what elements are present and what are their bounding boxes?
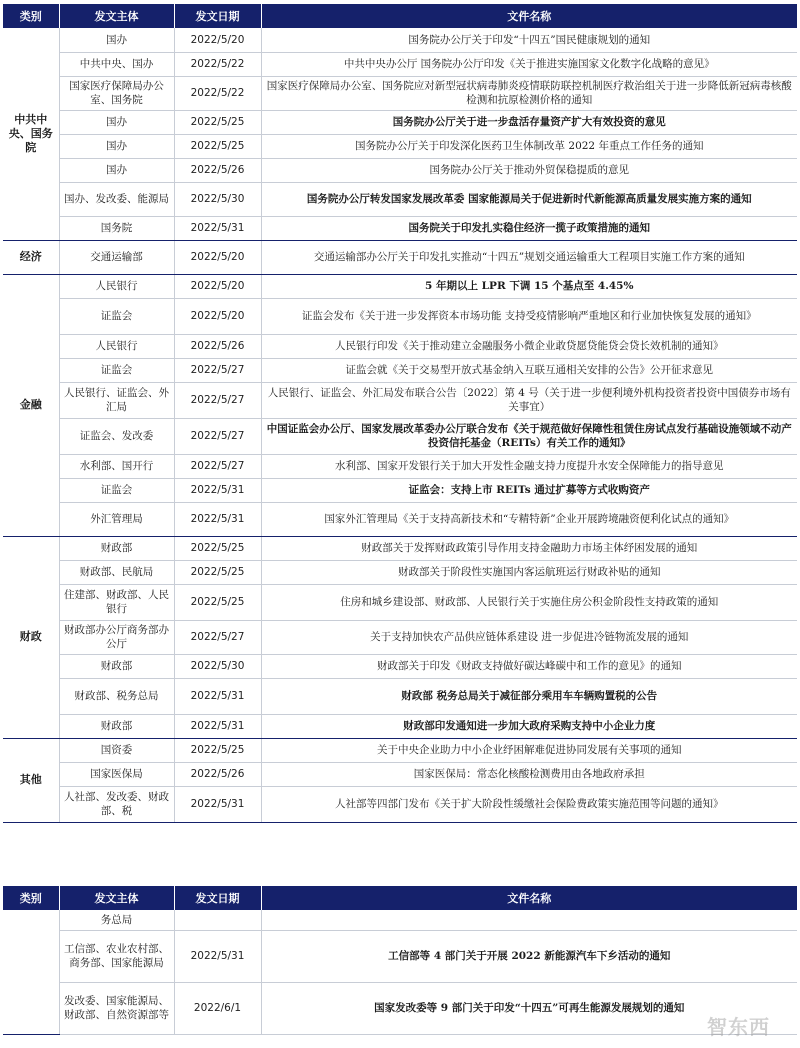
table-row: [3, 274, 797, 298]
table-row: [3, 454, 797, 478]
category-cell: 金融: [3, 274, 59, 536]
category-cell: 财政: [3, 536, 59, 738]
title-cell: 工信部等 4 部门关于开展 2022 新能源汽车下乡活动的通知: [261, 930, 797, 982]
date-cell: 2022/5/22: [174, 76, 261, 110]
table-row: [3, 134, 797, 158]
issuer-cell: 财政部办公厅商务部办公厅: [59, 620, 174, 654]
title-cell: 国务院办公厅关于进一步盘活存量资产扩大有效投资的意见: [261, 110, 797, 134]
title-cell: 证监会就《关于交易型开放式基金纳入互联互通相关安排的公告》公开征求意见: [261, 358, 797, 382]
table-row: [3, 786, 797, 822]
table-row: [3, 584, 797, 620]
title-cell: 交通运输部办公厅关于印发扎实推动“十四五”规划交通运输重大工程项目实施工作方案的通知: [261, 240, 797, 274]
table-row: [3, 930, 797, 982]
date-cell: 2022/5/27: [174, 418, 261, 454]
title-cell: 国务院办公厅关于推动外贸保稳提质的意见: [261, 158, 797, 182]
issuer-cell: 人民银行: [59, 334, 174, 358]
date-cell: 2022/6/1: [174, 982, 261, 1034]
header-category: 类别: [3, 886, 59, 910]
issuer-cell: 财政部: [59, 536, 174, 560]
table-row: [3, 714, 797, 738]
title-cell: 证监会：支持上市 REITs 通过扩募等方式收购资产: [261, 478, 797, 502]
issuer-cell: 水利部、国开行: [59, 454, 174, 478]
issuer-cell: 国家医疗保障局办公室、国务院: [59, 76, 174, 110]
header-date: 发文日期: [174, 4, 261, 28]
table-row: [3, 158, 797, 182]
date-cell: 2022/5/20: [174, 28, 261, 52]
table-row: [3, 478, 797, 502]
watermark-logo: 智东西: [707, 1015, 770, 1039]
issuer-cell: 住建部、财政部、人民银行: [59, 584, 174, 620]
issuer-cell: 证监会: [59, 358, 174, 382]
title-cell: 国家外汇管理局《关于支持高新技术和“专精特新”企业开展跨境融资便利化试点的通知》: [261, 502, 797, 536]
table-row: [3, 536, 797, 560]
date-cell: 2022/5/27: [174, 358, 261, 382]
category-cell: 其他: [3, 738, 59, 822]
title-cell: 人民银行印发《关于推动建立金融服务小微企业敢贷愿贷能贷会贷长效机制的通知》: [261, 334, 797, 358]
issuer-cell: 国资委: [59, 738, 174, 762]
date-cell: 2022/5/31: [174, 678, 261, 714]
title-cell: 住房和城乡建设部、财政部、人民银行关于实施住房公积金阶段性支持政策的通知: [261, 584, 797, 620]
table-row: [3, 240, 797, 274]
table-row: [3, 678, 797, 714]
table-row: [3, 654, 797, 678]
issuer-cell: 财政部: [59, 654, 174, 678]
title-cell: 关于中央企业助力中小企业纾困解难促进协同发展有关事项的通知: [261, 738, 797, 762]
title-cell: 证监会发布《关于进一步发挥资本市场功能 支持受疫情影响严重地区和行业加快恢复发展的通知》: [261, 298, 797, 334]
issuer-cell: 财政部: [59, 714, 174, 738]
table-row: [3, 76, 797, 110]
date-cell: 2022/5/27: [174, 382, 261, 418]
header-title: 文件名称: [261, 4, 797, 28]
issuer-cell: 国办、发改委、能源局: [59, 182, 174, 216]
date-cell: 2022/5/20: [174, 274, 261, 298]
date-cell: 2022/5/26: [174, 334, 261, 358]
table-row: [3, 910, 797, 930]
issuer-cell: 人民银行: [59, 274, 174, 298]
table-row: [3, 502, 797, 536]
date-cell: 2022/5/25: [174, 738, 261, 762]
title-cell: 财政部关于发挥财政政策引导作用支持金融助力市场主体纾困发展的通知: [261, 536, 797, 560]
issuer-cell: 国家医保局: [59, 762, 174, 786]
issuer-cell: 证监会: [59, 478, 174, 502]
table-row: [3, 298, 797, 334]
title-cell: 国务院关于印发扎实稳住经济一揽子政策措施的通知: [261, 216, 797, 240]
table-body: [3, 28, 797, 822]
table-row: [3, 620, 797, 654]
category-cell: 经济: [3, 240, 59, 274]
issuer-cell: 国办: [59, 158, 174, 182]
table-row: [3, 334, 797, 358]
issuer-cell: 发改委、国家能源局、财政部、自然资源部等: [59, 982, 174, 1034]
table-row: [3, 52, 797, 76]
table-body-continued: [3, 910, 797, 1034]
title-cell: 国务院办公厅转发国家发展改革委 国家能源局关于促进新时代新能源高质量发展实施方案的通知: [261, 182, 797, 216]
title-cell: 人民银行、证监会、外汇局发布联合公告〔2022〕第 4 号（关于进一步便利境外机构投资者投资中国债券市场有关事宜）: [261, 382, 797, 418]
header-issuer: 发文主体: [59, 4, 174, 28]
category-cell-empty: [3, 910, 59, 1034]
header-issuer: 发文主体: [59, 886, 174, 910]
issuer-cell: 财政部、民航局: [59, 560, 174, 584]
title-cell: 5 年期以上 LPR 下调 15 个基点至 4.45%: [261, 274, 797, 298]
date-cell: [174, 910, 261, 930]
header-date: 发文日期: [174, 886, 261, 910]
date-cell: 2022/5/31: [174, 786, 261, 822]
table-row: [3, 560, 797, 584]
table-row: [3, 110, 797, 134]
date-cell: 2022/5/27: [174, 454, 261, 478]
date-cell: 2022/5/31: [174, 714, 261, 738]
table-row: [3, 382, 797, 418]
title-cell: 国务院办公厅关于印发深化医药卫生体制改革 2022 年重点工作任务的通知: [261, 134, 797, 158]
policy-table-continued: [3, 886, 797, 1035]
issuer-cell: 证监会、发改委: [59, 418, 174, 454]
date-cell: 2022/5/30: [174, 654, 261, 678]
date-cell: 2022/5/31: [174, 502, 261, 536]
issuer-cell: 人社部、发改委、财政部、税: [59, 786, 174, 822]
table-row: [3, 762, 797, 786]
date-cell: 2022/5/25: [174, 134, 261, 158]
title-cell: 中国证监会办公厅、国家发展改革委办公厅联合发布《关于规范做好保障性租赁住房试点发行基础设施领域不动产投资信托基金（REITs）有关工作的通知》: [261, 418, 797, 454]
date-cell: 2022/5/25: [174, 584, 261, 620]
issuer-cell: 务总局: [59, 910, 174, 930]
issuer-cell: 财政部、税务总局: [59, 678, 174, 714]
title-cell: 中共中央办公厅 国务院办公厅印发《关于推进实施国家文化数字化战略的意见》: [261, 52, 797, 76]
date-cell: 2022/5/25: [174, 560, 261, 584]
issuer-cell: 国办: [59, 28, 174, 52]
title-cell: 财政部 税务总局关于减征部分乘用车车辆购置税的公告: [261, 678, 797, 714]
header-category: 类别: [3, 4, 59, 28]
table-row: [3, 418, 797, 454]
title-cell: 财政部关于印发《财政支持做好碳达峰碳中和工作的意见》的通知: [261, 654, 797, 678]
issuer-cell: 证监会: [59, 298, 174, 334]
issuer-cell: 国务院: [59, 216, 174, 240]
table-row: [3, 216, 797, 240]
date-cell: 2022/5/25: [174, 536, 261, 560]
issuer-cell: 交通运输部: [59, 240, 174, 274]
issuer-cell: 人民银行、证监会、外汇局: [59, 382, 174, 418]
table-row: [3, 182, 797, 216]
date-cell: 2022/5/25: [174, 110, 261, 134]
date-cell: 2022/5/26: [174, 762, 261, 786]
category-cell: 中共中央、国务院: [3, 28, 59, 240]
date-cell: 2022/5/31: [174, 216, 261, 240]
title-cell: 国家发改委等 9 部门关于印发“十四五”可再生能源发展规划的通知: [261, 982, 797, 1034]
header-title: 文件名称: [261, 886, 797, 910]
date-cell: 2022/5/31: [174, 478, 261, 502]
title-cell: 人社部等四部门发布《关于扩大阶段性缓缴社会保险费政策实施范围等问题的通知》: [261, 786, 797, 822]
issuer-cell: 外汇管理局: [59, 502, 174, 536]
issuer-cell: 中共中央、国办: [59, 52, 174, 76]
title-cell: 国务院办公厅关于印发“十四五”国民健康规划的通知: [261, 28, 797, 52]
table-row: [3, 358, 797, 382]
table-header-row: [3, 886, 797, 910]
issuer-cell: 工信部、农业农村部、商务部、国家能源局: [59, 930, 174, 982]
title-cell: 国家医疗保障局办公室、国务院应对新型冠状病毒肺炎疫情联防联控机制医疗救治组关于进一步降低新冠病毒核酸检测和抗原检测价格的通知: [261, 76, 797, 110]
title-cell: 财政部关于阶段性实施国内客运航班运行财政补贴的通知: [261, 560, 797, 584]
date-cell: 2022/5/30: [174, 182, 261, 216]
table-row: [3, 982, 797, 1034]
date-cell: 2022/5/22: [174, 52, 261, 76]
date-cell: 2022/5/20: [174, 298, 261, 334]
table-header-row: [3, 4, 797, 28]
title-cell: 财政部印发通知进一步加大政府采购支持中小企业力度: [261, 714, 797, 738]
date-cell: 2022/5/20: [174, 240, 261, 274]
issuer-cell: 国办: [59, 134, 174, 158]
issuer-cell: 国办: [59, 110, 174, 134]
title-cell: [261, 910, 797, 930]
date-cell: 2022/5/27: [174, 620, 261, 654]
title-cell: 水利部、国家开发银行关于加大开发性金融支持力度提升水安全保障能力的指导意见: [261, 454, 797, 478]
title-cell: 关于支持加快农产品供应链体系建设 进一步促进冷链物流发展的通知: [261, 620, 797, 654]
table-row: [3, 738, 797, 762]
date-cell: 2022/5/26: [174, 158, 261, 182]
date-cell: 2022/5/31: [174, 930, 261, 982]
policy-table-main: [3, 4, 797, 823]
table-row: [3, 28, 797, 52]
title-cell: 国家医保局：常态化核酸检测费用由各地政府承担: [261, 762, 797, 786]
